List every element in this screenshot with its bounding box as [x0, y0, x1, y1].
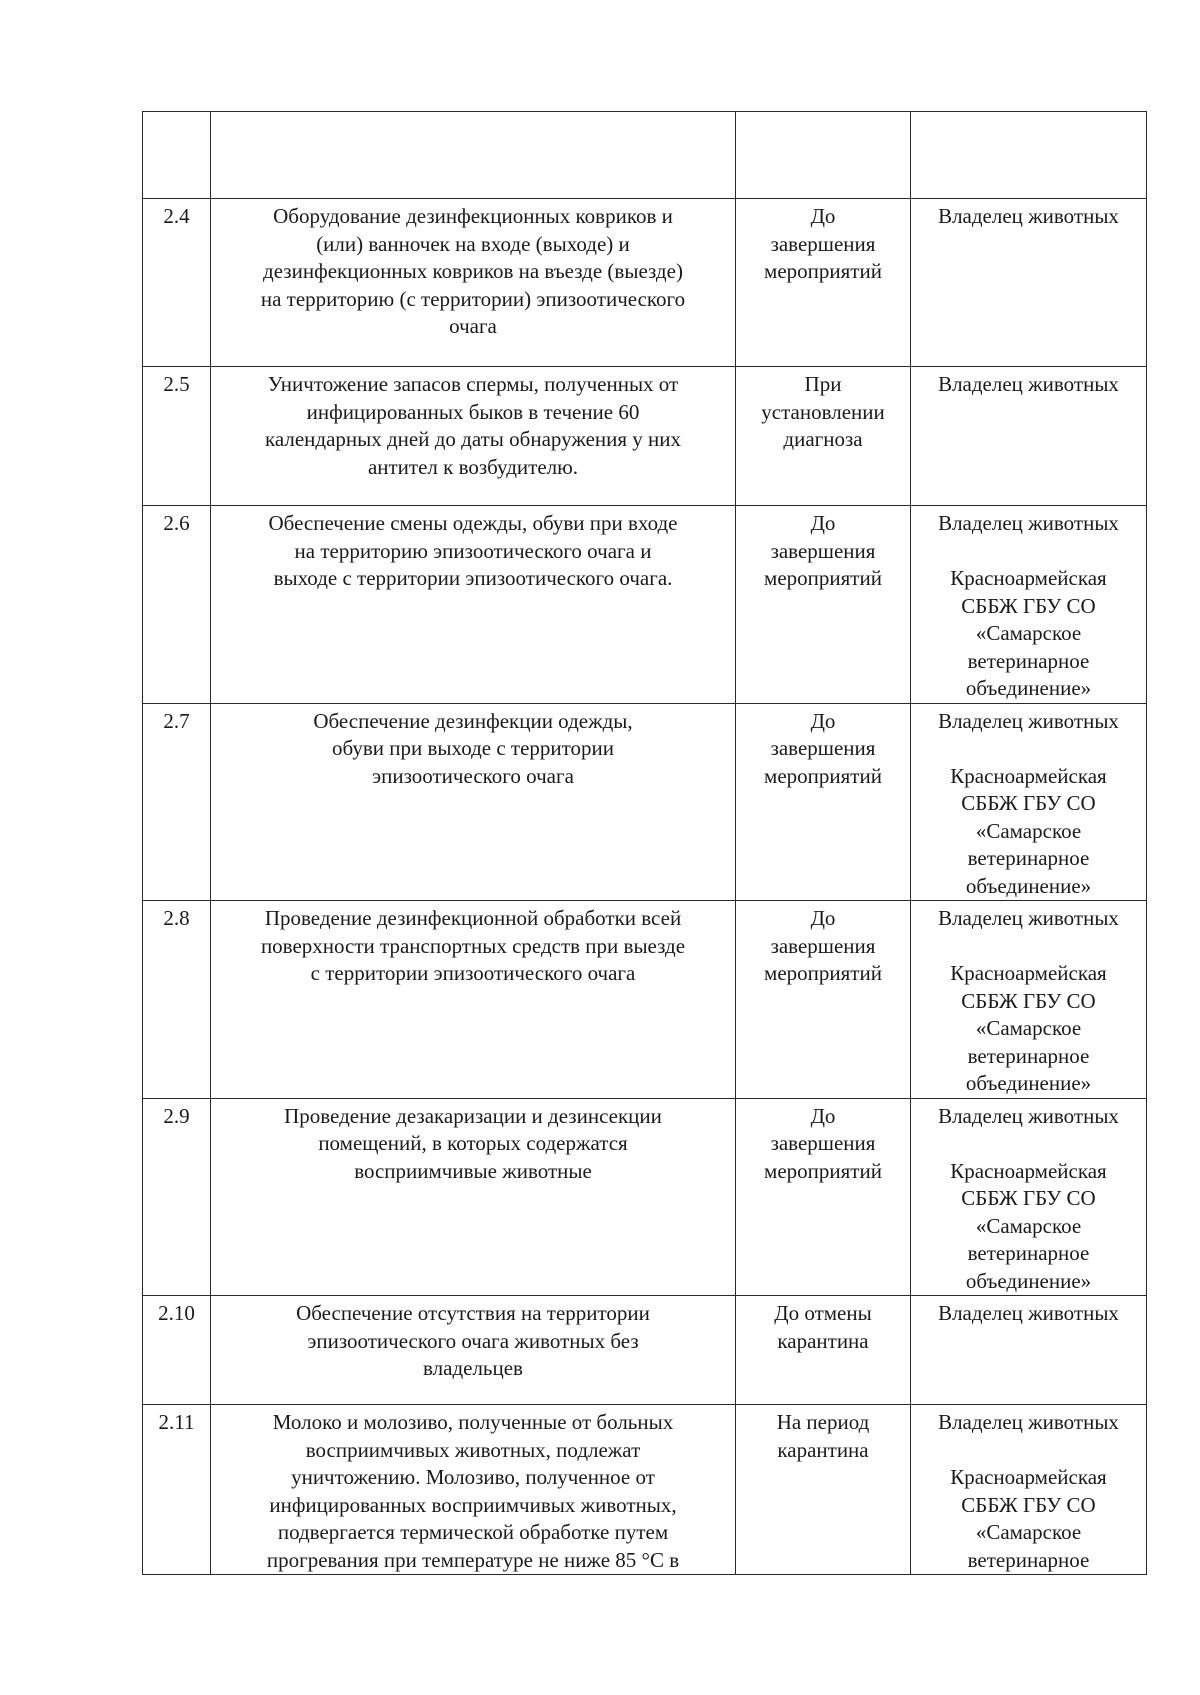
responsible-line: СББЖ ГБУ СО [961, 1492, 1096, 1517]
action-line: уничтожению. Молозиво, полученное от [291, 1465, 655, 1489]
responsible-line: «Самарское [975, 1520, 1082, 1544]
responsible-cell [911, 1296, 1147, 1405]
term-cell [736, 199, 911, 367]
action-line: Обеспечение отсутствия на территории [296, 1301, 650, 1325]
responsible-line: объединение» [965, 676, 1092, 700]
term-cell [736, 1405, 911, 1575]
row-number-cell [143, 901, 211, 1099]
table-row [143, 703, 1147, 901]
term-line: мероприятий [764, 961, 882, 985]
action-line: дезинфекционных ковриков на въезде (выезде) [263, 259, 683, 283]
row-number: 2.9 [163, 1103, 190, 1128]
responsible-line: Владелец животных [938, 204, 1119, 228]
action-cell [211, 367, 736, 506]
responsible-line: ветеринарное [967, 846, 1090, 870]
responsible-line: Красноармейская [950, 763, 1107, 788]
table-row [143, 506, 1147, 704]
responsible-line: Владелец животных [938, 511, 1119, 535]
term-cell [736, 901, 911, 1099]
action-line: инфицированных восприимчивых животных, [269, 1492, 677, 1517]
action-line: владельцев [423, 1356, 523, 1380]
responsible-cell [911, 703, 1147, 901]
action-line: календарных дней до даты обнаружения у них [264, 427, 682, 451]
term-line: До [810, 906, 836, 930]
action-line: Проведение дезинфекционной обработки всей [264, 906, 682, 930]
responsible-line: ветеринарное [967, 1547, 1090, 1572]
action-line: Обеспечение дезинфекции одежды, [313, 708, 633, 733]
term-line: мероприятий [764, 259, 882, 283]
responsible-gap [915, 1130, 1142, 1158]
action-line: инфицированных быков в течение 60 [306, 399, 640, 424]
term-line: До [810, 1103, 836, 1128]
responsible-line: Владелец животных [938, 708, 1119, 733]
action-line: Оборудование дезинфекционных ковриков и [273, 204, 673, 228]
action-line: подвергается термической обработке путем [277, 1520, 669, 1544]
action-line: восприимчивые животные [354, 1158, 592, 1183]
term-line: диагноза [783, 427, 863, 451]
term-line: До [810, 708, 836, 733]
row-number-cell [143, 703, 211, 901]
row-number: 2.10 [158, 1301, 195, 1325]
row-number-cell [143, 199, 211, 367]
responsible-line: Владелец животных [938, 372, 1119, 396]
responsible-line: объединение» [965, 1071, 1092, 1095]
term-line: мероприятий [764, 763, 882, 788]
row-number-cell [143, 367, 211, 506]
responsible-line: ветеринарное [967, 1043, 1090, 1068]
responsible-line: Красноармейская [950, 1465, 1107, 1489]
action-cell [211, 901, 736, 1099]
action-cell [211, 1098, 736, 1296]
responsible-gap [915, 735, 1142, 763]
responsible-gap [915, 1437, 1142, 1465]
responsible-line: объединение» [965, 873, 1092, 898]
row-number-cell [143, 1098, 211, 1296]
row-number: 2.5 [163, 372, 190, 396]
responsible-line: Владелец животных [938, 906, 1119, 930]
table-row [143, 1405, 1147, 1575]
responsible-line: «Самарское [975, 1213, 1082, 1238]
responsible-line: объединение» [965, 1268, 1092, 1293]
responsible-line: ветеринарное [967, 1241, 1090, 1265]
responsible-cell [911, 367, 1147, 506]
table-row [143, 199, 1147, 367]
row-number-cell [143, 1296, 211, 1405]
row-number: 2.7 [163, 708, 190, 733]
row-number: 2.8 [163, 906, 190, 930]
action-line: очага [449, 314, 497, 338]
term-line: На период [776, 1410, 870, 1434]
term-line: До [810, 204, 836, 228]
action-cell [211, 199, 736, 367]
responsible-line: «Самарское [975, 818, 1082, 843]
responsible-cell [911, 901, 1147, 1099]
row-number: 2.4 [163, 204, 190, 228]
responsible-line: «Самарское [975, 621, 1082, 645]
action-line: Молоко и молозиво, полученные от больных [272, 1410, 674, 1434]
responsible-gap [915, 933, 1142, 961]
action-line: обуви при выходе с территории [331, 736, 615, 760]
responsible-line: СББЖ ГБУ СО [961, 988, 1096, 1013]
table-row [143, 1098, 1147, 1296]
term-cell [736, 703, 911, 901]
responsible-cell [911, 506, 1147, 704]
term-cell [736, 1098, 911, 1296]
action-line: прогревания при температуре не ниже 85 °С в [266, 1547, 680, 1572]
responsible-line: СББЖ ГБУ СО [961, 1186, 1096, 1210]
responsible-line: Владелец животных [938, 1410, 1119, 1434]
term-line: карантина [777, 1437, 869, 1462]
action-line: помещений, в которых содержатся [318, 1131, 628, 1155]
measures-table-body [143, 112, 1147, 1575]
term-line: завершения [770, 538, 876, 563]
action-cell [211, 1296, 736, 1405]
term-line: До отмены [774, 1301, 872, 1325]
term-line: мероприятий [764, 1158, 882, 1183]
term-cell [736, 1296, 911, 1405]
row-number-cell [143, 506, 211, 704]
term-line: карантина [777, 1328, 869, 1353]
term-line: мероприятий [764, 566, 882, 590]
term-line: При [804, 372, 842, 396]
table-row [143, 1296, 1147, 1405]
measures-table [142, 111, 1147, 1575]
responsible-line: Владелец животных [938, 1103, 1119, 1128]
action-line: восприимчивых животных, подлежат [305, 1437, 641, 1462]
responsible-line: Красноармейская [950, 961, 1107, 985]
action-cell [211, 506, 736, 704]
row-number: 2.11 [158, 1410, 195, 1434]
term-line: завершения [770, 231, 876, 256]
responsible-line: Владелец животных [938, 1301, 1119, 1325]
action-line: выходе с территории эпизоотического очага. [273, 566, 673, 590]
responsible-cell [911, 1098, 1147, 1296]
responsible-line: СББЖ ГБУ СО [961, 791, 1096, 815]
term-line: До [810, 511, 836, 535]
term-line: установлении [761, 399, 885, 424]
responsible-cell [911, 1405, 1147, 1575]
term-cell [736, 367, 911, 506]
action-line: с территории эпизоотического очага [310, 961, 636, 985]
table-row [143, 367, 1147, 506]
responsible-line: Красноармейская [950, 1158, 1107, 1183]
responsible-line: СББЖ ГБУ СО [961, 593, 1096, 618]
responsible-line: «Самарское [975, 1016, 1082, 1040]
term-line: завершения [770, 1131, 876, 1155]
row-number-cell [143, 1405, 211, 1575]
responsible-line: Красноармейская [950, 566, 1107, 590]
responsible-cell [911, 112, 1147, 199]
action-line: поверхности транспортных средств при выезде [260, 933, 686, 958]
action-line: на территорию (с территории) эпизоотического [260, 286, 686, 311]
term-cell [736, 506, 911, 704]
action-line: эпизоотического очага [372, 763, 574, 788]
action-line: эпизоотического очага животных без [307, 1328, 639, 1353]
action-cell [211, 703, 736, 901]
term-cell [736, 112, 911, 199]
term-line: завершения [770, 933, 876, 958]
row-number-cell [143, 112, 211, 199]
action-line: (или) ванночек на входе (выходе) и [316, 231, 630, 256]
action-cell [211, 1405, 736, 1575]
term-line: завершения [770, 736, 876, 760]
action-line: Уничтожение запасов спермы, полученных от [267, 372, 679, 396]
table-row [143, 112, 1147, 199]
responsible-cell [911, 199, 1147, 367]
action-line: антител к возбудителю. [367, 454, 579, 479]
action-line: Обеспечение смены одежды, обуви при входе [268, 511, 678, 535]
responsible-line: ветеринарное [967, 648, 1090, 673]
action-line: на территорию эпизоотического очага и [294, 538, 652, 563]
table-row [143, 901, 1147, 1099]
action-line: Проведение дезакаризации и дезинсекции [284, 1103, 662, 1128]
action-cell [211, 112, 736, 199]
responsible-gap [915, 538, 1142, 566]
row-number: 2.6 [163, 511, 190, 535]
